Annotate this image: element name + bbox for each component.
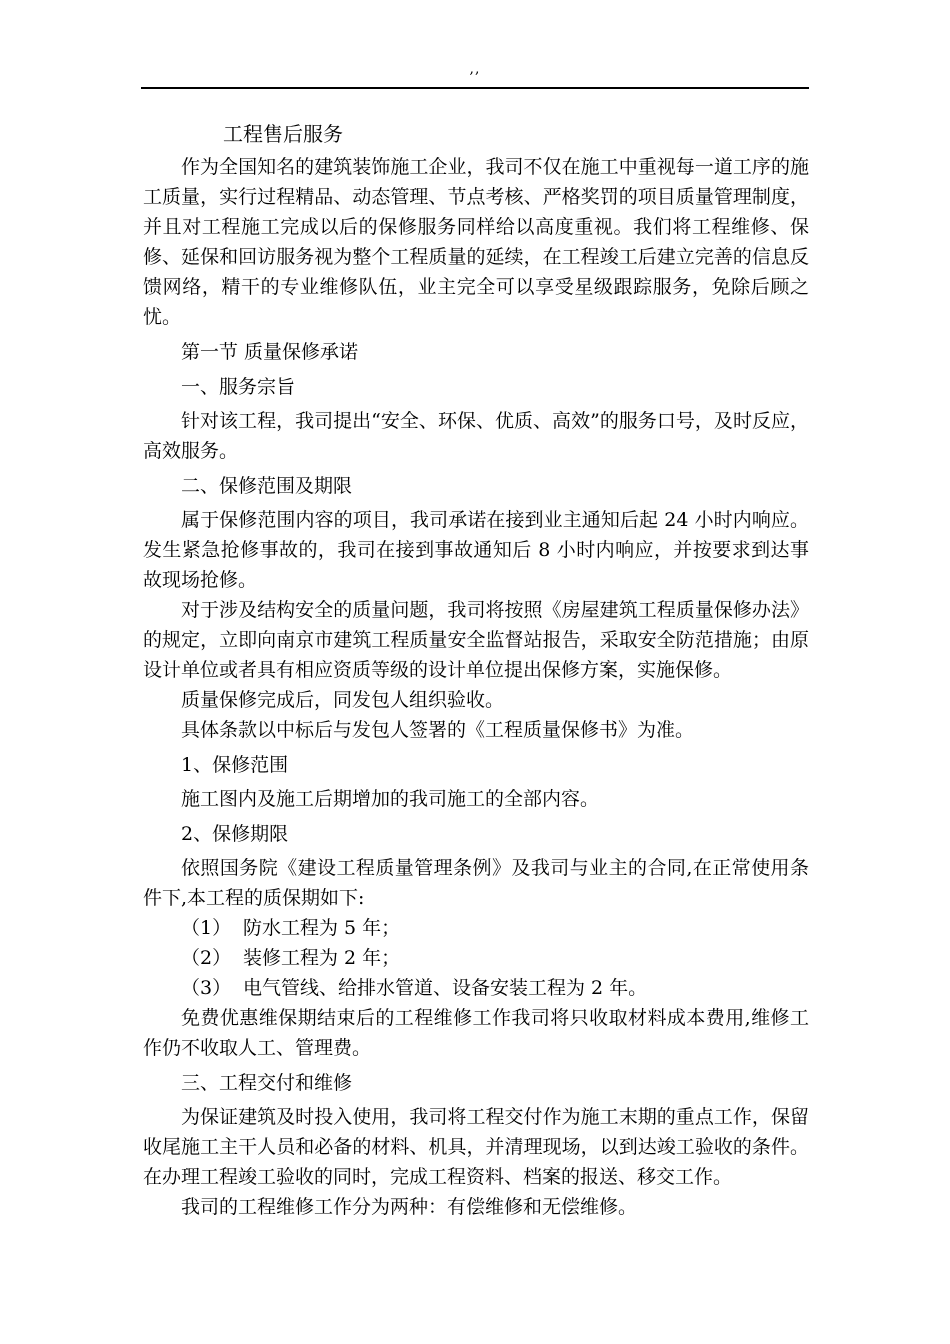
heading-delivery: 三、工程交付和维修: [181, 1072, 353, 1094]
paragraph-service-purpose: 针对该工程，我司提出“安全、环保、优质、高效”的服务口号，及时反应，高效服务。: [143, 410, 809, 462]
paragraph-acceptance: 质量保修完成后，同发包人组织验收。: [181, 689, 505, 711]
list-item: [143, 913, 809, 943]
list-text: 防水工程为 5 年；: [243, 917, 401, 939]
paragraph-response-time: 属于保修范围内容的项目，我司承诺在接到业主通知后起 24 小时内响应。发生紧急抢修事故的，我司在接到事故通知后 8 小时内响应，并按要求到达事故现场抢修。: [143, 509, 809, 591]
list-number: （3）: [181, 977, 232, 999]
paragraph-scope: 施工图内及施工后期增加的我司施工的全部内容。: [181, 788, 600, 810]
list-number: （1）: [181, 917, 232, 939]
list-item: [143, 943, 809, 973]
heading-period: 2、保修期限: [181, 823, 289, 845]
heading-scope: 1、保修范围: [181, 754, 289, 776]
paragraph-delivery: 为保证建筑及时投入使用，我司将工程交付作为施工末期的重点工作，保留收尾施工主干人员和必备的材料、机具，并清理现场，以到达竣工验收的条件。在办理工程竣工验收的同时，完成工程资料、档案的报送、移交工作。: [143, 1106, 809, 1188]
warranty-list: [143, 913, 809, 1003]
paragraph-structural-safety: 对于涉及结构安全的质量问题，我司将按照《房屋建筑工程质量保修办法》的规定，立即向南京市建筑工程质量安全监督站报告，采取安全防范措施；由原设计单位或者具有相应资质等级的设计单位提出保修方案，实施保修。: [143, 599, 809, 681]
list-text: 装修工程为 2 年；: [243, 947, 401, 969]
section-heading: 第一节 质量保修承诺: [181, 341, 359, 363]
list-item: [143, 973, 809, 1003]
heading-warranty-scope: 二、保修范围及期限: [181, 475, 353, 497]
list-text: 电气管线、给排水管道、设备安装工程为 2 年。: [243, 977, 648, 999]
header-rule: [141, 87, 809, 89]
intro-paragraph: 作为全国知名的建筑装饰施工企业，我司不仅在施工中重视每一道工序的施工质量，实行过程精品、动态管理、节点考核、严格奖罚的项目质量管理制度，并且对工程施工完成以后的保修服务同样给以高度重视。我们将工程维修、保修、延保和回访服务视为整个工程质量的延续，在工程竣工后建立完善的信息反馈网络，精干的专业维修队伍，业主完全可以享受星级跟踪服务，免除后顾之忧。: [143, 156, 809, 328]
paragraph-terms: 具体条款以中标后与发包人签署的《工程质量保修书》为准。: [181, 719, 695, 741]
header-mark: ,,: [469, 61, 481, 77]
paragraph-maintenance-types: 我司的工程维修工作分为两种：有偿维修和无偿维修。: [181, 1196, 638, 1218]
document-body: [143, 116, 809, 1222]
heading-service-purpose: 一、服务宗旨: [181, 376, 296, 398]
paragraph-period: 依照国务院《建设工程质量管理条例》及我司与业主的合同,在正常使用条件下,本工程的质保期如下:: [143, 857, 809, 909]
paragraph-after-warranty: 免费优惠维保期结束后的工程维修工作我司将只收取材料成本费用,维修工作仍不收取人工、管理费。: [143, 1007, 809, 1059]
list-number: （2）: [181, 947, 232, 969]
document-title: 工程售后服务: [223, 122, 343, 146]
